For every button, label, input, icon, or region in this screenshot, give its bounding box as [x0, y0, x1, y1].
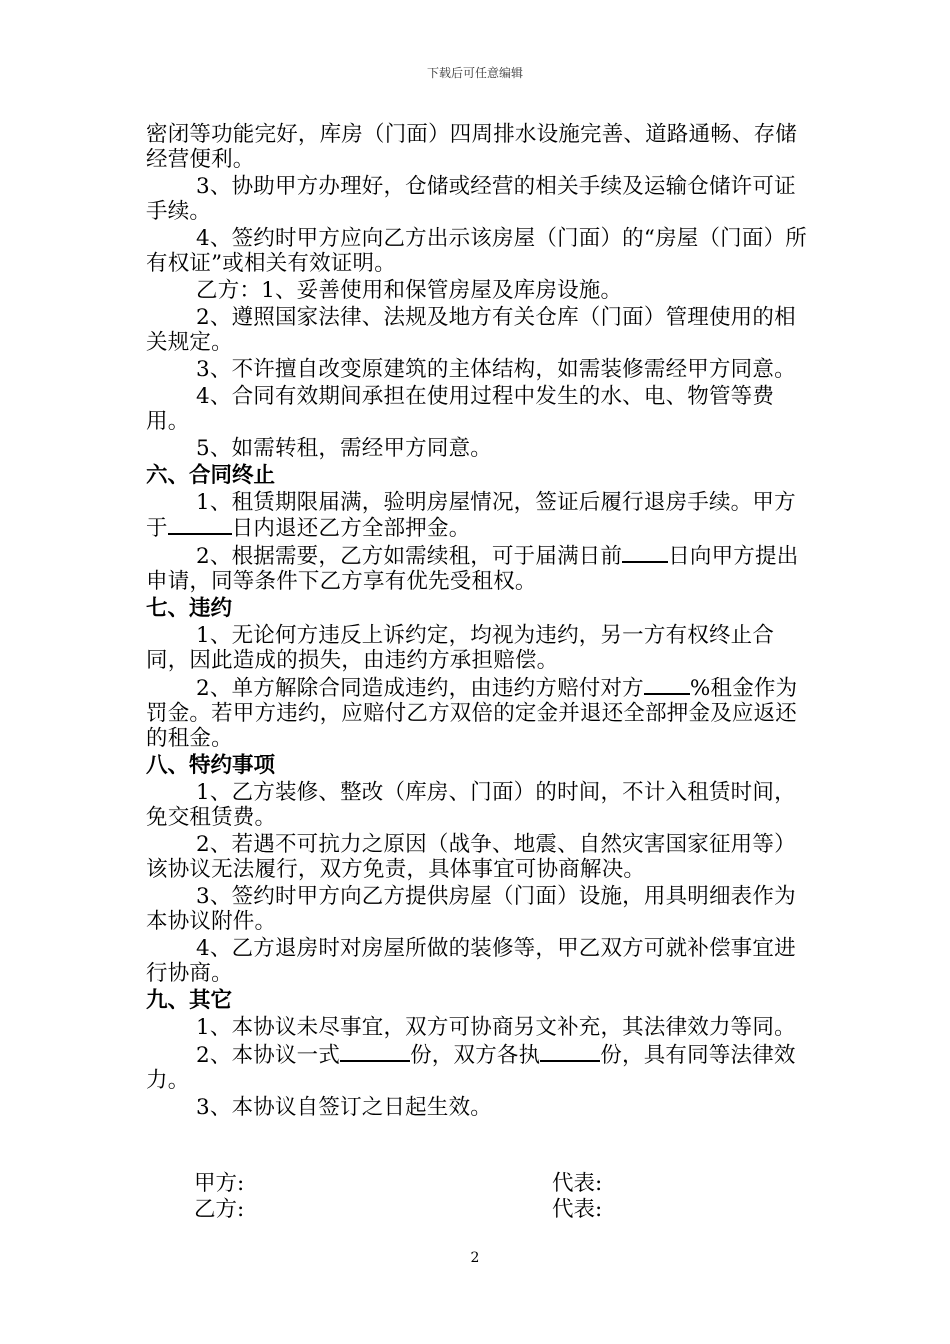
page-header: 下载后可任意编辑	[426, 66, 523, 80]
clause-text: 2、本协议一式	[196, 1043, 341, 1068]
section-heading-breach: 七、违约	[146, 596, 233, 621]
fill-blank[interactable]	[340, 1042, 410, 1062]
section-heading-special-terms: 八、特约事项	[146, 753, 276, 778]
clause-paragraph	[146, 675, 816, 751]
clause-paragraph: 2、若遇不可抗力之原因（战争、地震、自然灾害国家征用等）该协议无法履行，双方免责，具体事宜可协商解决。	[146, 832, 796, 882]
clause-text: 日内退还乙方全部押金。	[231, 516, 471, 541]
clause-paragraph: 4、乙方退房时对房屋所做的装修等，甲乙双方可就补偿事宜进行协商。	[146, 936, 796, 986]
party-b-rep-label: 代表:	[552, 1197, 603, 1222]
clause-paragraph: 5、如需转租，需经甲方同意。	[196, 436, 492, 461]
page-number: 2	[470, 1250, 480, 1266]
clause-paragraph	[146, 543, 816, 594]
party-a-rep-label: 代表:	[552, 1171, 603, 1196]
clause-paragraph: 4、签约时甲方应向乙方出示该房屋（门面）的“房屋（门面）所有权证”或相关有效证明。	[146, 226, 807, 276]
clause-paragraph: 3、签约时甲方向乙方提供房屋（门面）设施，用具明细表作为本协议附件。	[146, 884, 796, 934]
clause-text: 2、根据需要，乙方如需续租，可于届满日前	[196, 544, 623, 569]
section-heading-termination: 六、合同终止	[146, 463, 276, 488]
clause-paragraph: 2、遵照国家法律、法规及地方有关仓库（门面）管理使用的相关规定。	[146, 305, 796, 355]
clause-paragraph	[146, 1042, 816, 1093]
clause-paragraph: 1、本协议未尽事宜，双方可协商另文补充，其法律效力等同。	[196, 1015, 796, 1040]
clause-paragraph: 密闭等功能完好，库房（门面）四周排水设施完善、道路通畅、存储经营便利。	[146, 122, 798, 172]
party-b-label: 乙方:	[194, 1197, 245, 1222]
clause-paragraph: 3、不许擅自改变原建筑的主体结构，如需装修需经甲方同意。	[196, 357, 796, 382]
clause-text: 日向甲方提出申请，同等条件下乙方享有优先受租权。	[146, 544, 799, 594]
clause-paragraph: 1、无论何方违反上诉约定，均视为违约，另一方有权终止合同，因此造成的损失，由违约方承担赔偿。	[146, 623, 775, 673]
party-a-label: 甲方:	[194, 1171, 245, 1196]
clause-text: 1、租赁期限届满，验明房屋情况，签证后履行退房手续。甲方于	[146, 490, 796, 541]
clause-paragraph: 4、合同有效期间承担在使用过程中发生的水、电、物管等费用。	[146, 384, 775, 434]
section-heading-other: 九、其它	[146, 988, 233, 1013]
clause-paragraph: 3、本协议自签订之日起生效。	[196, 1095, 492, 1120]
clause-paragraph: 1、乙方装修、整改（库房、门面）的时间，不计入租赁时间，免交租赁费。	[146, 780, 796, 830]
fill-blank[interactable]	[168, 515, 232, 535]
clause-text: 2、单方解除合同造成违约，由违约方赔付对方	[196, 676, 644, 701]
clause-text: %租金作为罚金。若甲方违约，应赔付乙方双倍的定金并退还全部押金及应返还的租金。	[146, 676, 798, 751]
clause-paragraph	[146, 490, 816, 541]
fill-blank[interactable]	[540, 1042, 600, 1062]
clause-paragraph: 3、协助甲方办理好，仓储或经营的相关手续及运输仓储许可证手续。	[146, 174, 796, 224]
contract-body	[146, 122, 816, 1122]
clause-text: 份，具有同等法律效力。	[146, 1043, 796, 1093]
clause-list	[146, 122, 816, 461]
fill-blank[interactable]	[622, 543, 668, 563]
clause-text: 份，双方各执	[410, 1043, 541, 1068]
fill-blank[interactable]	[644, 675, 690, 695]
clause-paragraph: 乙方：1、妥善使用和保管房屋及库房设施。	[196, 278, 623, 303]
